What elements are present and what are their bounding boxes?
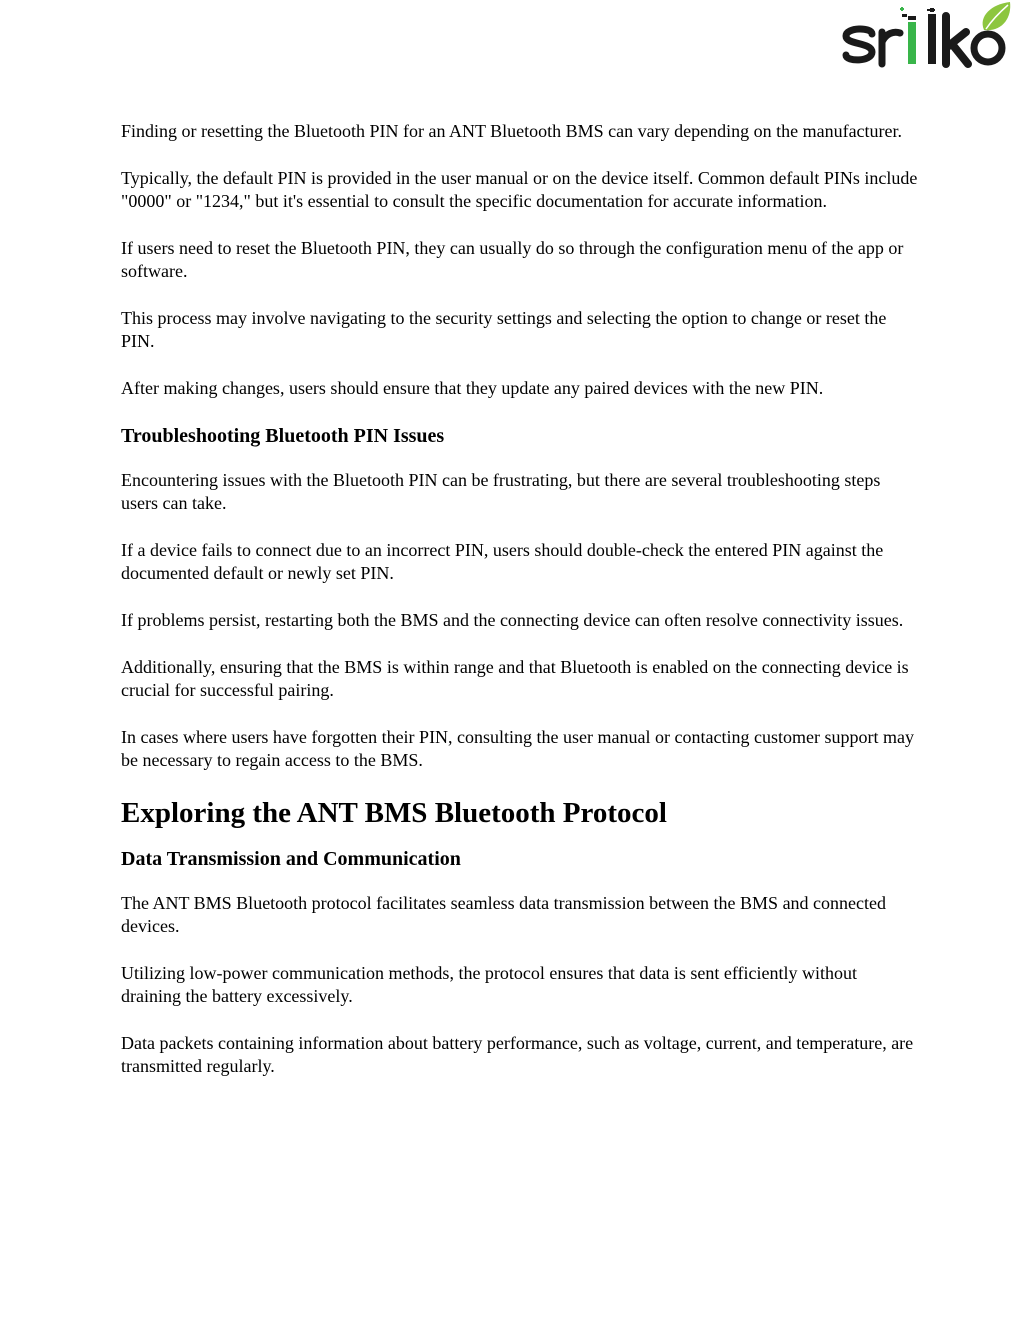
paragraph: If a device fails to connect due to an incorrect PIN, users should double-check the entered PIN against the documented default or newly set PIN. — [121, 540, 884, 583]
section-title-exploring: Exploring the ANT BMS Bluetooth Protocol — [121, 797, 667, 829]
paragraph: If problems persist, restarting both the BMS and the connecting device can often resolve connectivity issues. — [121, 610, 904, 630]
paragraph: Data packets containing information about battery performance, such as voltage, current, and temperature, are transmitted regularly. — [121, 1033, 914, 1076]
section-heading-troubleshooting: Troubleshooting Bluetooth PIN Issues — [121, 425, 445, 447]
paragraph: Typically, the default PIN is provided in the user manual or on the device itself. Common default PINs include "0000" or "1234," but it's essential to consult the specific documentation for accurate information. — [121, 168, 918, 211]
paragraph: Encountering issues with the Bluetooth PIN can be frustrating, but there are several troubleshooting steps users can take. — [121, 470, 881, 513]
leaf-battery-logo-icon — [842, 0, 1014, 72]
paragraph: If users need to reset the Bluetooth PIN, they can usually do so through the configuration menu of the app or software. — [121, 238, 904, 281]
article-body — [121, 120, 921, 1102]
paragraph: After making changes, users should ensure that they update any paired devices with the new PIN. — [121, 378, 824, 398]
section-heading-data-transmission: Data Transmission and Communication — [121, 848, 461, 870]
sriko-logo — [842, 0, 1014, 72]
paragraph: Additionally, ensuring that the BMS is within range and that Bluetooth is enabled on the connecting device is crucial for successful pairing. — [121, 657, 909, 700]
paragraph: Utilizing low-power communication methods, the protocol ensures that data is sent efficiently without draining the battery excessively. — [121, 963, 858, 1006]
paragraph: Finding or resetting the Bluetooth PIN for an ANT Bluetooth BMS can vary depending on the manufacturer. — [121, 121, 903, 141]
paragraph: This process may involve navigating to the security settings and selecting the option to change or reset the PIN. — [121, 308, 887, 351]
paragraph: In cases where users have forgotten their PIN, consulting the user manual or contacting customer support may be necessary to regain access to the BMS. — [121, 727, 914, 770]
paragraph: The ANT BMS Bluetooth protocol facilitates seamless data transmission between the BMS and connected devices. — [121, 893, 887, 936]
